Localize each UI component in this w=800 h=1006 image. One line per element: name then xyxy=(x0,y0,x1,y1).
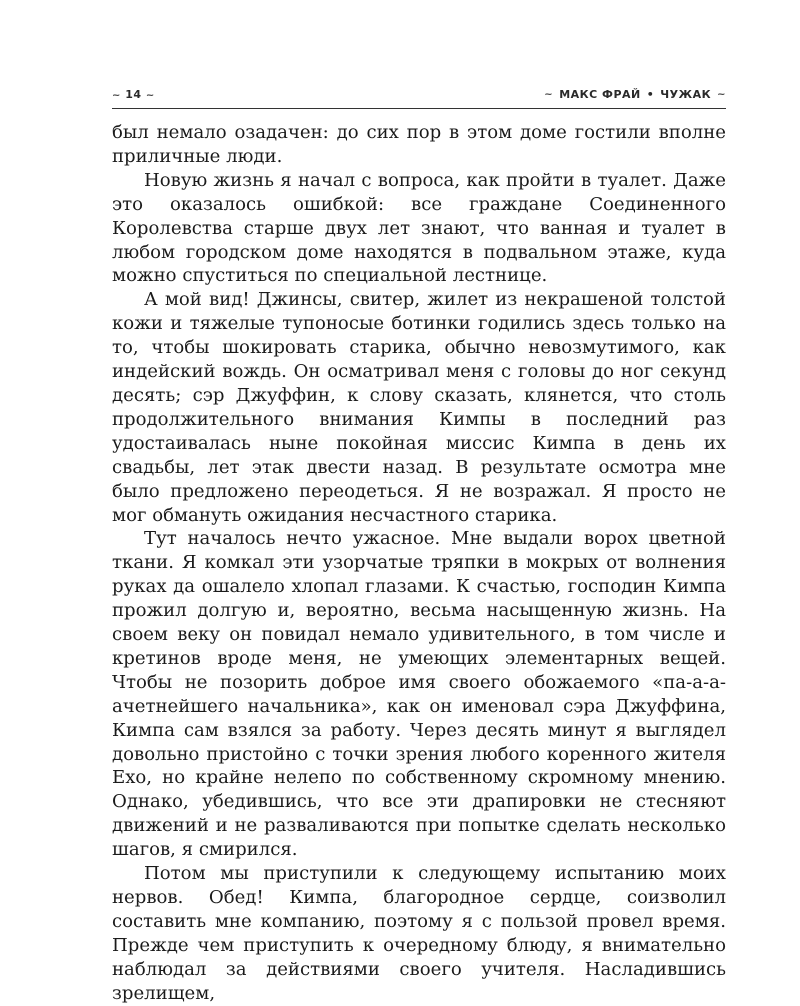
paragraph: А мой вид! Джинсы, свитер, жилет из некрашеной толстой кожи и тяжелые тупоносые ботинки годились здесь только на то, чтобы шокировать старика, обычно невозмутимого, как индейский вождь. Он осматривал меня с головы до ног секунд десять; сэр Джуффин, к слову сказать, клянется, что столь продолжительного внимания Кимпы в последний раз удостаивалась ныне покойная миссис Кимпа в день их свадьбы, лет этак двести назад. В результате осмотра мне было предложено переодеться. Я не возражал. Я просто не мог обмануть ожидания несчастного старика. xyxy=(112,289,726,526)
ornament-tilde-icon: ~ xyxy=(145,89,155,101)
paragraph: Потом мы приступили к следующему испытанию моих нервов. Обед! Кимпа, благородное сердце, соизволил составить мне компанию, поэтому я с пользой провел время. Прежде чем приступить к очередному блюду, я внимательно наблюдал за действиями своего учителя. Насладившись зрелищем, xyxy=(112,863,726,1004)
book-title: ЧУЖАК xyxy=(660,87,712,101)
header-bullet: • xyxy=(646,87,655,101)
paragraph: Тут началось нечто ужасное. Мне выдали ворох цветной ткани. Я комкал эти узорчатые тряпки в мокрых от волнения руках да ошалело хлопал глазами. К счастью, господин Кимпа прожил долгую и, вероятно, весьма насыщенную жизнь. На своем веку он повидал немало удивительного, в том числе и кретинов вроде меня, не умеющих элементарных вещей. Чтобы не позорить доброе имя своего обожаемого «па-а-а-ачетнейшего начальника», как он именовал сэра Джуффина, Кимпа сам взялся за работу. Через десять минут я выглядел довольно пристойно с точки зрения любого коренного жителя Ехо, но крайне нелепо по собственному скромному мнению. Однако, убедившись, что все эти драпировки не стесняют движений и не разваливаются при попытке сделать несколько шагов, я смирился. xyxy=(112,528,726,861)
body-text xyxy=(112,121,726,1006)
running-header xyxy=(112,84,726,104)
header-rule xyxy=(112,108,726,109)
book-title-block xyxy=(544,88,726,101)
paragraph: был немало озадачен: до сих пор в этом доме гостили вполне приличные люди. xyxy=(112,122,726,167)
author-name: МАКС ФРАЙ xyxy=(559,87,641,101)
page-number: 14 xyxy=(125,87,142,101)
ornament-tilde-icon: ~ xyxy=(544,88,554,100)
ornament-tilde-icon: ~ xyxy=(717,88,726,100)
page-number-block xyxy=(112,88,155,101)
ornament-tilde-icon: ~ xyxy=(112,89,121,101)
paragraph: Новую жизнь я начал с вопроса, как пройти в туалет. Даже это оказалось ошибкой: все граждане Соединенного Королевства старше двух лет знают, что ванная и туалет в любом городском доме находятся в подвальном этаже, куда можно спуститься по специальной лестнице. xyxy=(112,169,726,287)
